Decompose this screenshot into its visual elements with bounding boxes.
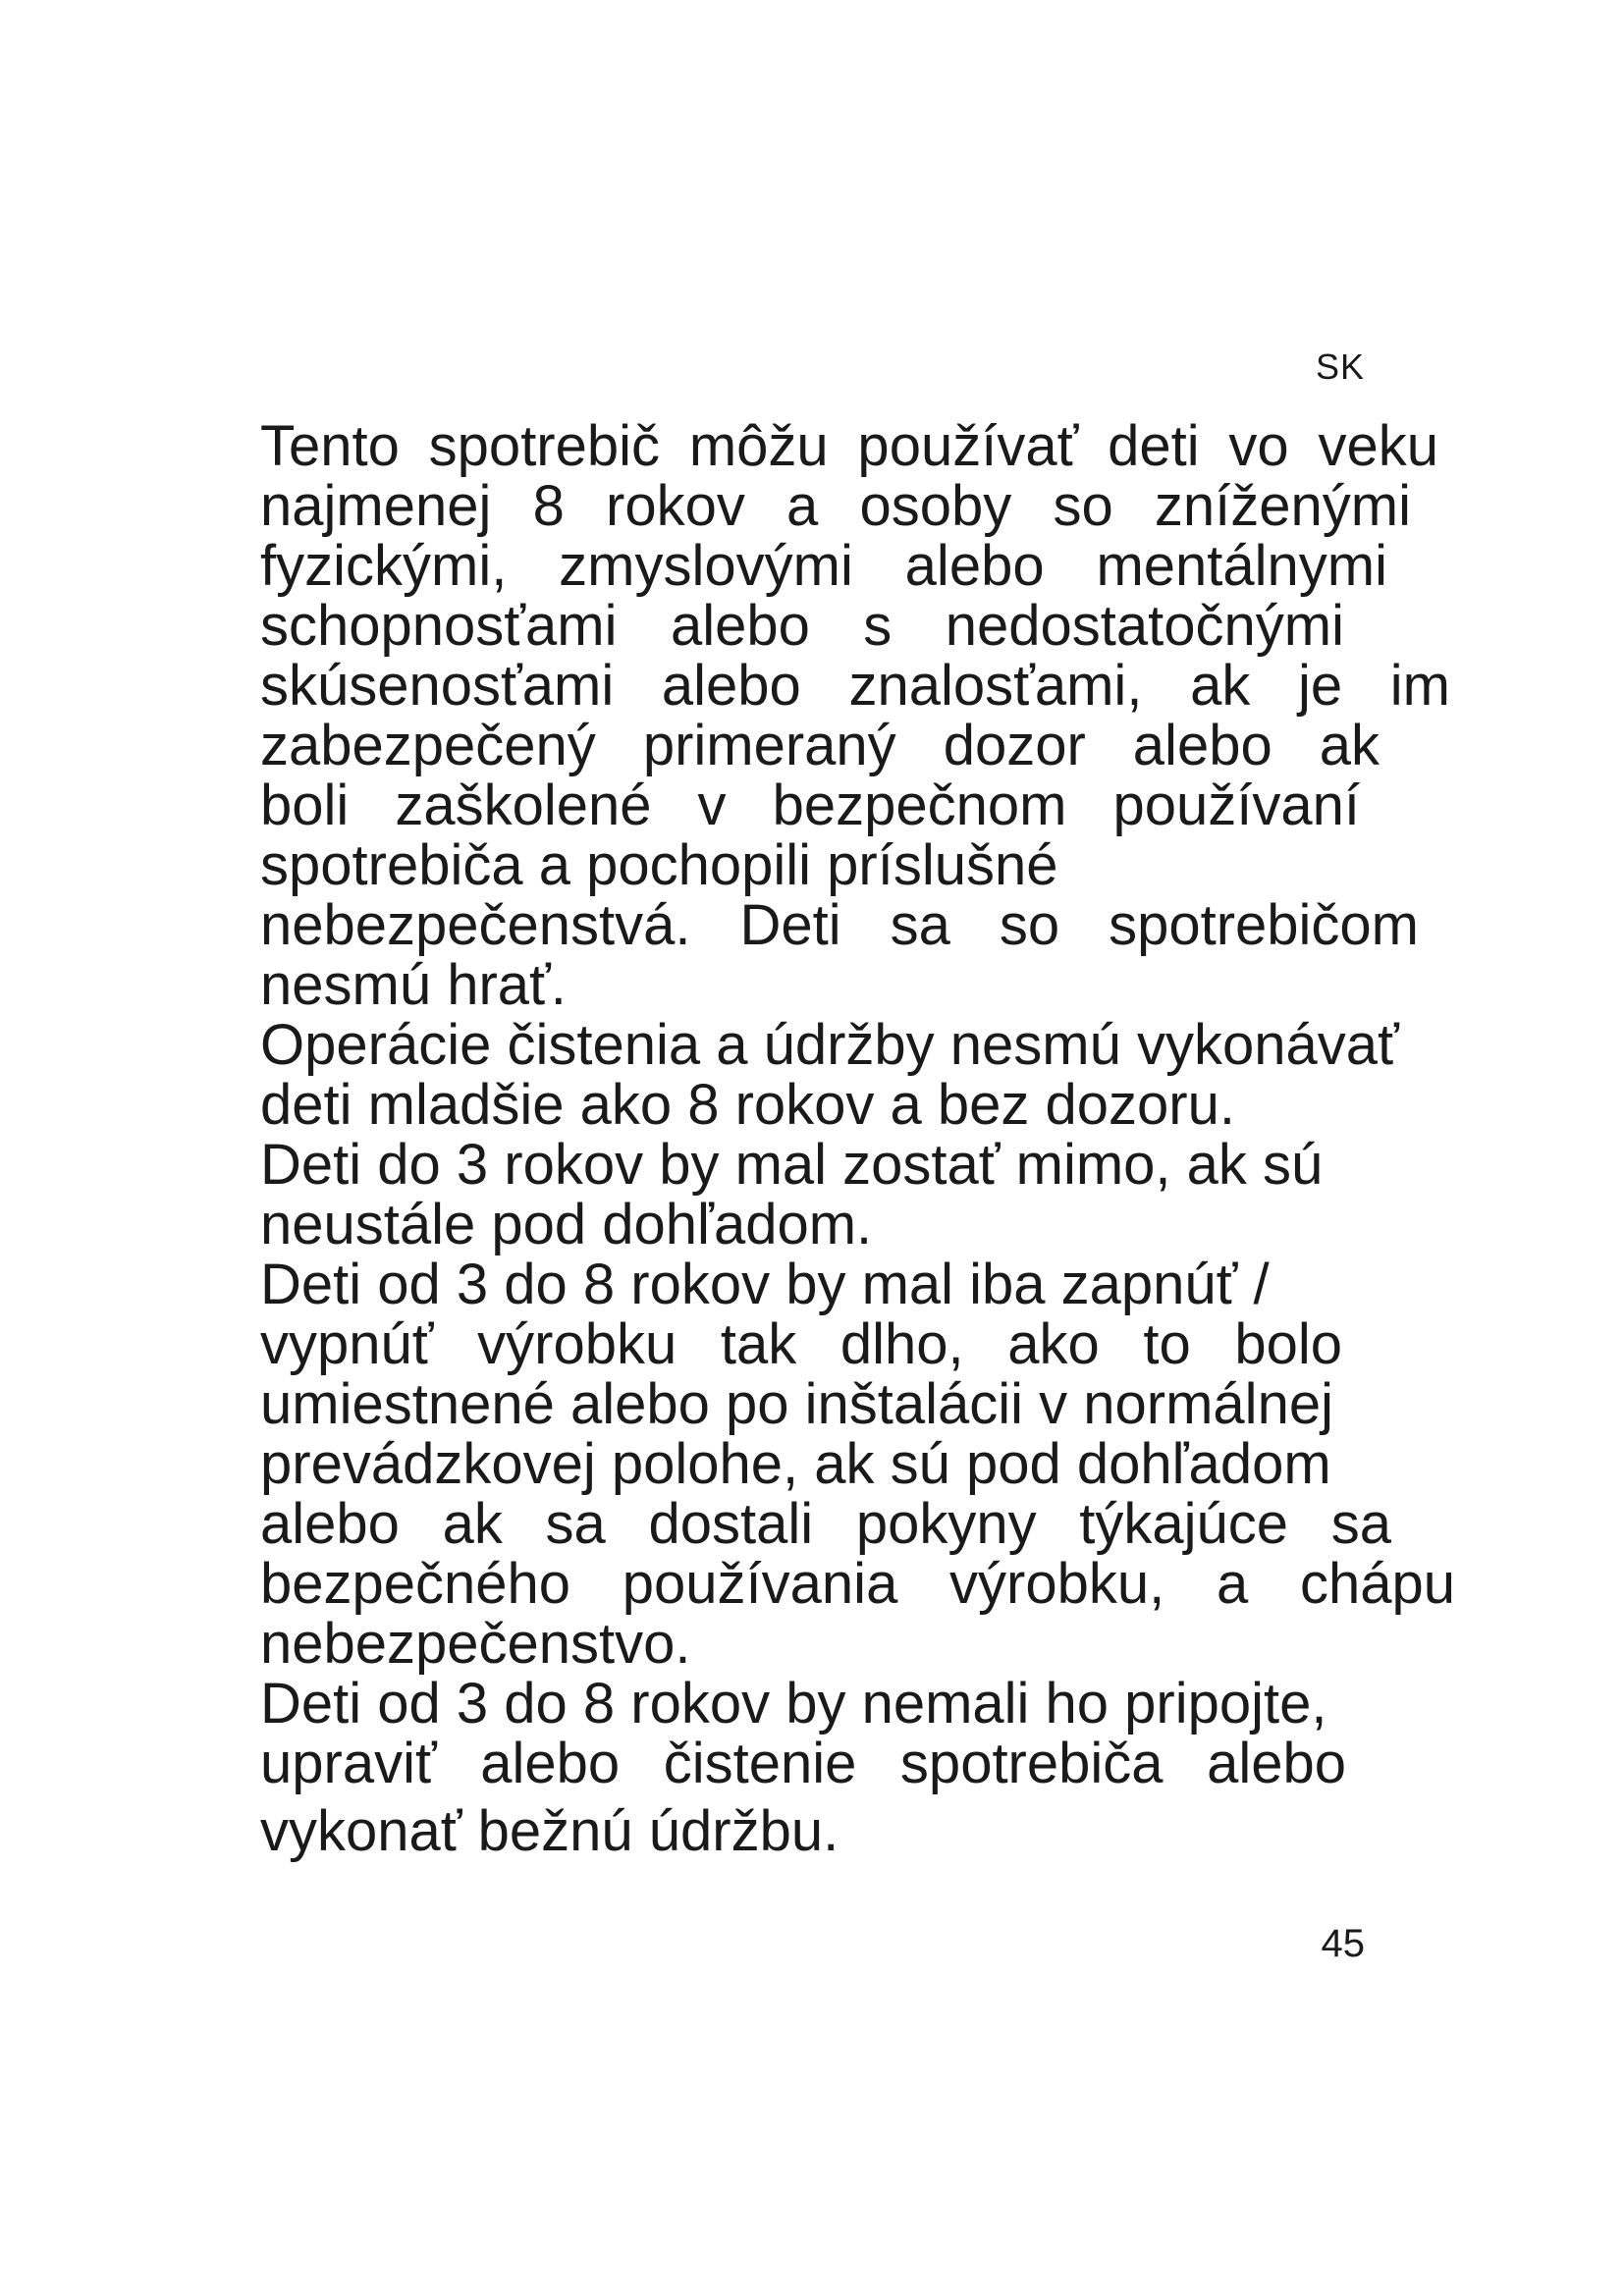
safety-instructions-text [260,416,1458,1861]
text-line: bezpečného používania výrobku, a chápu [260,1552,1455,1616]
text-line: Tento spotrebič môžu používať deti vo veku [260,414,1438,478]
paragraph-children-3-to-8-restrictions [260,1674,1458,1861]
text-line: nebezpečenstvá. Deti sa so spotrebičom [260,893,1419,957]
paragraph-children-3-to-8-operation [260,1255,1458,1674]
text-line: Deti od 3 do 8 rokov by nemali ho pripojte, [260,1672,1327,1735]
text-line: schopnosťami alebo s nedostatočnými [260,594,1344,658]
text-line: nebezpečenstvo. [260,1612,691,1676]
text-line: deti mladšie ako 8 rokov a bez dozoru. [260,1073,1235,1137]
text-line: zabezpečený primeraný dozor alebo ak [260,714,1380,777]
text-line: upraviť alebo čistenie spotrebiča alebo [260,1732,1346,1795]
text-line: Deti do 3 rokov by mal zostať mimo, ak sú [260,1133,1324,1197]
paragraph-appliance-usage [260,416,1458,1015]
text-line: neustále pod dohľadom. [260,1193,873,1256]
text-line: vykonať bežnú údržbu. [260,1799,839,1863]
text-line: umiestnené alebo po inštalácii v normálnej [260,1372,1333,1436]
text-line: boli zaškolené v bezpečnom používaní [260,774,1360,837]
text-line: prevádzkovej polohe, ak sú pod dohľadom [260,1432,1331,1496]
text-line: alebo ak sa dostali pokyny týkajúce sa [260,1492,1391,1556]
text-line: skúsenosťami alebo znalosťami, ak je im [260,654,1450,718]
paragraph-cleaning-maintenance [260,1015,1458,1135]
text-line: Deti od 3 do 8 rokov by mal iba zapnúť / [260,1253,1270,1316]
text-line: nesmú hrať. [260,953,567,1017]
text-line: spotrebiča a pochopili príslušné [260,833,1058,897]
paragraph-children-under-3 [260,1135,1458,1255]
text-line: fyzickými, zmyslovými alebo mentálnymi [260,534,1387,598]
page-number: 45 [1321,1922,1365,1965]
language-code: SK [1315,347,1365,387]
text-line: vypnúť výrobku tak dlho, ako to bolo [260,1312,1342,1376]
text-line: najmenej 8 rokov a osoby so zníženými [260,474,1411,538]
text-line: Operácie čistenia a údržby nesmú vykonávať [260,1013,1399,1077]
